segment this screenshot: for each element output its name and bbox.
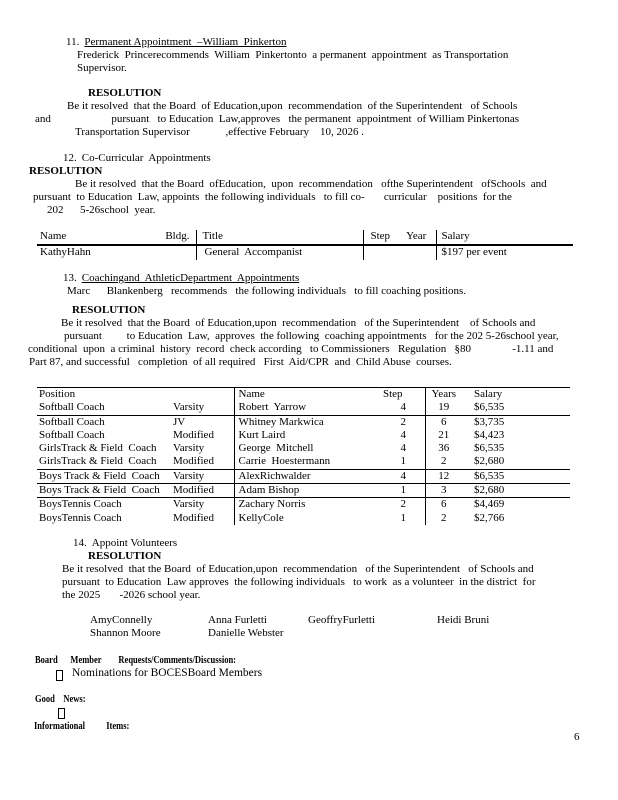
cell-level: Varsity — [173, 442, 234, 455]
volunteer-name: Heidi Bruni — [437, 614, 490, 626]
table-row — [37, 469, 570, 483]
volunteer-name: GeoffryFurletti — [308, 614, 376, 626]
item-13-title: Coachingand AthleticDepartment Appointments — [81, 272, 300, 284]
table-row — [37, 429, 570, 442]
cell-position: BoysTennis Coach — [39, 511, 122, 524]
table-header-row — [37, 388, 570, 402]
item-12-number: 12. — [63, 152, 77, 164]
item-11-resolution-line-3: Transportation Supervisor ,effective February 10, 2026 . — [75, 126, 365, 138]
cell-step: 1 — [382, 512, 425, 525]
table-row — [37, 498, 570, 512]
page-number: 6 — [574, 731, 580, 743]
good-news-heading: Good News: — [35, 694, 86, 705]
cell-salary: $3,735 — [474, 415, 505, 428]
volunteer-name: Shannon Moore — [90, 627, 161, 639]
item-11-title: Permanent Appointment –William Pinkerton — [84, 36, 287, 48]
cell-salary: $6,535 — [462, 469, 570, 483]
item-12-heading — [63, 152, 211, 165]
cell-step: 4 — [382, 429, 425, 442]
cell-level: JV — [173, 415, 234, 429]
cell-level: Modified — [173, 455, 234, 469]
cell-position: Boys Track & Field Coach — [37, 469, 173, 483]
cell-step: 4 — [382, 442, 425, 455]
cell-years: 2 — [425, 455, 462, 469]
cell-name: KathyHahn — [40, 246, 91, 258]
volunteer-name: AmyConnelly — [90, 614, 153, 626]
cell-salary: $197 per event — [441, 246, 507, 258]
cell-title: General Accompanist — [196, 245, 363, 260]
item-14-number: 14. — [73, 537, 87, 549]
item-13-resolution-label: RESOLUTION — [72, 304, 146, 316]
board-member-requests-heading: Board Member Requests/Comments/Discussion: — [35, 655, 237, 666]
cell-salary: $4,469 — [474, 498, 505, 511]
header-level — [173, 388, 234, 402]
coaching-table — [37, 387, 570, 525]
cell-years: 36 — [438, 442, 450, 455]
item-11-resolution-line-2: and pursuant to Education Law,approves the permanent appointment of William Pinkertonas — [35, 113, 520, 125]
item-13-resolution-line-1: Be it resolved that the Board of Education,upon recommendation of the Superintendent of Schools and — [61, 317, 536, 329]
cell-position: GirlsTrack & Field Coach — [39, 442, 157, 455]
bullet-box-icon — [56, 670, 63, 681]
cell-position: BoysTennis Coach — [39, 498, 122, 511]
item-11-number: 11. — [66, 36, 80, 48]
table-row — [37, 442, 570, 455]
item-13-resolution-line-4: Part 87, and successful completion of all required First Aid/CPR and Child Abuse courses. — [29, 356, 452, 368]
item-14-heading — [73, 537, 177, 550]
cell-years: 12 — [425, 469, 462, 483]
header-year: Year — [406, 230, 427, 242]
cell-step: 2 — [382, 415, 425, 429]
cell-salary: $2,680 — [462, 484, 570, 498]
item-14-resolution-label: RESOLUTION — [88, 550, 162, 562]
cell-step: 1 — [382, 484, 425, 498]
header-salary: Salary — [474, 388, 503, 400]
header-step-year — [363, 230, 436, 245]
header-position: Position — [39, 388, 76, 400]
item-12-resolution-line-2: pursuant to Education Law, appoints the following individuals to fill co- curricular positions for the — [33, 191, 512, 203]
cell-years: 2 — [441, 511, 447, 524]
header-step: Step — [382, 388, 425, 402]
item-13-resolution-line-2: pursuant to Education Law, approves the following coaching appointments for the 202 5-26school year, — [64, 330, 559, 342]
cell-name: Zachary Norris — [238, 498, 306, 511]
cell-level: Varsity — [173, 469, 234, 483]
item-13-intro: Marc Blankenberg recommends the following individuals to fill coaching positions. — [67, 285, 467, 297]
item-12-resolution-line-1: Be it resolved that the Board ofEducation, upon recommendation ofthe Superintendent ofSchools and — [75, 178, 547, 190]
volunteer-name: Danielle Webster — [208, 627, 284, 639]
cell-step: 2 — [382, 498, 425, 512]
cell-name: KellyCole — [238, 511, 284, 524]
cell-years: 19 — [425, 401, 462, 415]
header-step: Step — [370, 230, 391, 242]
cell-name: Whitney Markwica — [238, 415, 324, 428]
cell-salary: $2,766 — [474, 511, 505, 524]
item-11-heading — [66, 36, 286, 49]
cell-name: Carrie Hoestermann — [234, 455, 382, 469]
bullet-box-icon — [58, 708, 65, 719]
cell-level: Modified — [173, 512, 234, 525]
cell-position: Softball Coach — [39, 415, 105, 428]
cell-level: Varsity — [173, 498, 234, 512]
cell-years: 3 — [425, 484, 462, 498]
item-11-paragraph-line-1: Frederick Princerecommends William Pinkertonto a permanent appointment as Transportation — [77, 49, 509, 61]
volunteer-name: Anna Furletti — [208, 614, 267, 626]
item-11-paragraph-line-2: Supervisor. — [77, 62, 127, 74]
table-header-row — [37, 230, 573, 245]
cell-name: George Mitchell — [238, 442, 314, 455]
cell-level: Modified — [173, 429, 234, 442]
item-12-title: Co-Curricular Appointments — [81, 152, 211, 164]
item-13-number: 13. — [63, 272, 77, 284]
table-row — [37, 484, 570, 498]
table-row — [37, 401, 570, 415]
cell-level: Varsity — [173, 401, 234, 415]
cell-step-year — [363, 245, 436, 260]
cell-name: Adam Bishop — [234, 484, 382, 498]
item-13-heading — [63, 272, 299, 285]
header-bldg: Bldg. — [150, 230, 196, 245]
cell-years: 6 — [441, 415, 447, 428]
cell-bldg — [150, 245, 196, 260]
cell-position: Boys Track & Field Coach — [37, 484, 173, 498]
cell-salary: $2,680 — [462, 455, 570, 469]
cell-salary: $4,423 — [474, 428, 505, 441]
informational-items-heading: Informational Items: — [34, 721, 130, 732]
table-row — [37, 512, 570, 525]
cocurricular-table — [37, 230, 573, 260]
cell-position: GirlsTrack & Field Coach — [37, 455, 173, 469]
cell-name: AlexRichwalder — [234, 469, 382, 483]
cell-salary: $6,535 — [462, 401, 570, 415]
table-row — [37, 415, 570, 429]
item-14-title: Appoint Volunteers — [91, 537, 178, 549]
header-salary: Salary — [436, 230, 573, 245]
cell-salary: $6,535 — [474, 442, 505, 455]
item-11-resolution-line-1: Be it resolved that the Board of Education,upon recommendation of the Superintendent of Schools — [67, 100, 518, 112]
item-12-resolution-label: RESOLUTION — [29, 165, 103, 177]
header-years: Years — [431, 388, 457, 400]
cell-step: 4 — [382, 401, 425, 415]
table-row — [37, 455, 570, 469]
cell-step: 1 — [382, 455, 425, 469]
nomination-list-item: Nominations for BOCESBoard Members — [72, 667, 263, 679]
item-12-resolution-line-3: 202 5-26school year. — [47, 204, 156, 216]
cell-position: Softball Coach — [39, 428, 105, 441]
item-14-resolution-line-2: pursuant to Education Law approves the following individuals to work as a volunteer in the district for — [62, 576, 536, 588]
cell-years: 6 — [441, 498, 447, 511]
header-name: Name — [238, 388, 265, 400]
header-name: Name — [37, 230, 150, 245]
cell-name: Robert Yarrow — [234, 401, 382, 415]
item-11-resolution-label: RESOLUTION — [88, 87, 162, 99]
cell-name: Kurt Laird — [238, 428, 286, 441]
cell-years: 21 — [438, 428, 450, 441]
item-13-resolution-line-3: conditional upon a criminal history record check according to Commissioners Regulation §80 -1.11 and — [28, 343, 554, 355]
cell-level: Modified — [173, 484, 234, 498]
item-14-resolution-line-1: Be it resolved that the Board of Education,upon recommendation of the Superintendent of Schools and — [62, 563, 534, 575]
cell-position: Softball Coach — [37, 401, 173, 415]
item-14-resolution-line-3: the 2025 -2026 school year. — [62, 589, 201, 601]
cell-step: 4 — [382, 469, 425, 483]
header-title: Title — [196, 230, 363, 245]
table-row — [37, 245, 573, 260]
